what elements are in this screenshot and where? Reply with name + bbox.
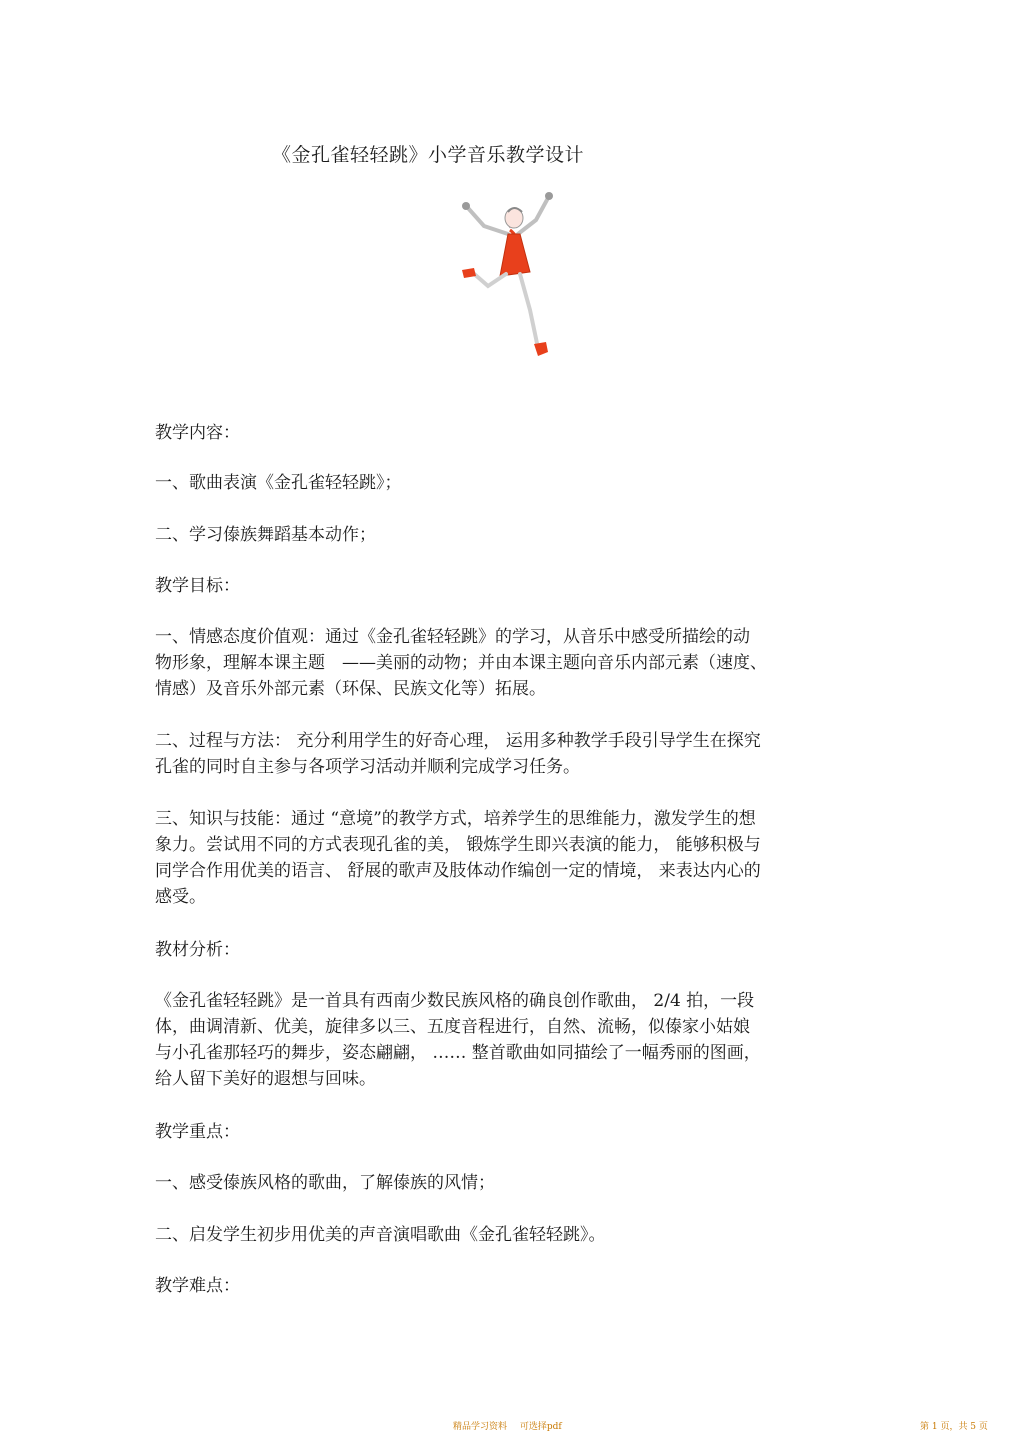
- text-line: 三、知识与技能：通过 “意境”的教学方式，培养学生的思维能力，激发学生的想: [155, 809, 756, 829]
- document-title: 《金孔雀轻轻跳》小学音乐教学设计: [272, 144, 585, 166]
- focus-item-2: 二、启发学生初步用优美的声音演唱歌曲《金孔雀轻轻跳》。: [155, 1225, 606, 1245]
- content-item-2: 二、学习傣族舞蹈基本动作；: [155, 525, 376, 545]
- text-line: 体，曲调清新、优美，旋律多以三、五度音程进行，自然、流畅，似傣家小姑娘: [155, 1017, 750, 1037]
- text-line: 二、过程与方法： 充分利用学生的好奇心理， 运用多种教学手段引导学生在探究: [155, 731, 761, 751]
- text-line: 同学合作用优美的语言、 舒展的歌声及肢体动作编创一定的情境， 来表达内心的: [155, 861, 761, 881]
- goal-paragraph-3: [155, 806, 867, 910]
- page-number: 第 1 页，共 5 页: [920, 1422, 988, 1432]
- dancing-girl-illustration: [448, 190, 568, 370]
- section-heading-difficulty: 教学难点：: [155, 1276, 240, 1296]
- footer-label-2: 可选择pdf: [519, 1422, 562, 1432]
- text-line: 物形象，理解本课主题 ——美丽的动物；并由本课主题向音乐内部元素（速度、: [155, 653, 767, 673]
- section-heading-content: 教学内容：: [155, 423, 240, 443]
- footer-label-1: 精品学习资料: [453, 1422, 508, 1432]
- text-line: 与小孔雀那轻巧的舞步，姿态翩翩， …… 整首歌曲如同描绘了一幅秀丽的图画，: [155, 1043, 761, 1063]
- section-heading-focus: 教学重点：: [155, 1122, 240, 1142]
- text-line: 情感）及音乐外部元素（环保、民族文化等）拓展。: [155, 679, 546, 699]
- text-line: 象力。尝试用不同的方式表现孔雀的美， 锻炼学生即兴表演的能力， 能够积极与: [155, 835, 761, 855]
- text-line: 给人留下美好的遐想与回味。: [155, 1069, 376, 1089]
- text-line: 一、情感态度价值观：通过《金孔雀轻轻跳》的学习，从音乐中感受所描绘的动: [155, 627, 750, 647]
- text-line: 感受。: [155, 887, 206, 907]
- content-item-1: 一、歌曲表演《金孔雀轻轻跳》；: [155, 473, 402, 493]
- goal-paragraph-1: [155, 624, 867, 702]
- goal-paragraph-2: [155, 728, 867, 780]
- text-line: 孔雀的同时自主参与各项学习活动并顺利完成学习任务。: [155, 757, 580, 777]
- analysis-paragraph: [155, 988, 867, 1092]
- section-heading-analysis: 教材分析：: [155, 940, 240, 960]
- focus-item-1: 一、感受傣族风格的歌曲，了解傣族的风情；: [155, 1173, 495, 1193]
- footer-watermark: [453, 1419, 572, 1432]
- text-line: 《金孔雀轻轻跳》是一首具有西南少数民族风格的确良创作歌曲， 2/4 拍，一段: [155, 991, 755, 1011]
- section-heading-goals: 教学目标：: [155, 576, 240, 596]
